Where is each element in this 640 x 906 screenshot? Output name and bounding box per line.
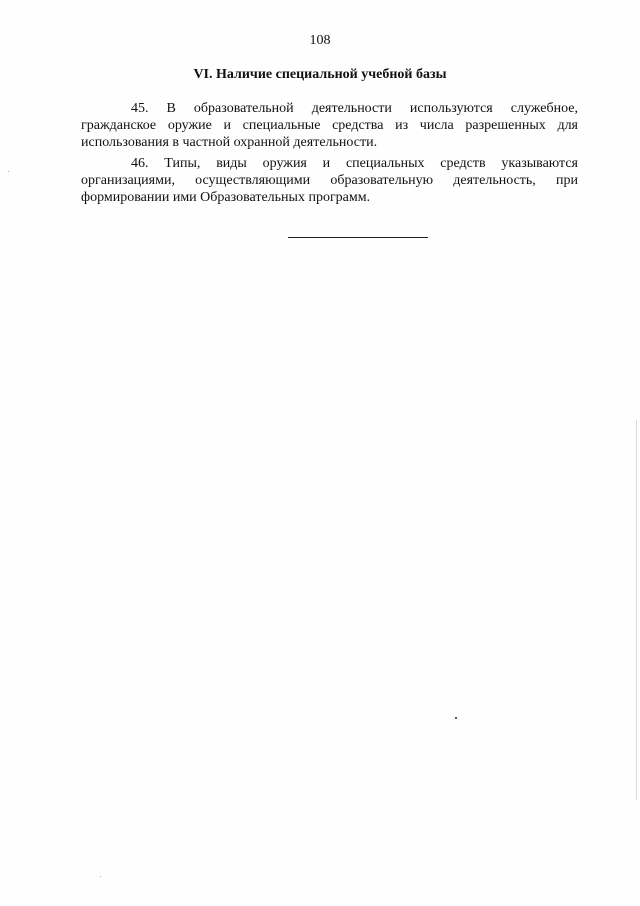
scan-speck xyxy=(8,171,9,172)
scan-speck xyxy=(455,717,457,719)
paragraph-45 xyxy=(81,100,578,151)
paragraph-text: 45. В образовательной деятельности используются служебное, гражданское оружие и специальные средства из числа разрешенных для использования в частной охранной деятельности. xyxy=(81,101,578,150)
section-title: VI. Наличие специальной учебной базы xyxy=(193,67,447,82)
scan-edge-line xyxy=(636,420,637,800)
scan-speck xyxy=(100,876,101,877)
page-number: 108 xyxy=(309,33,331,48)
paragraph-46 xyxy=(81,155,578,206)
end-rule xyxy=(288,237,428,238)
paragraph-text: 46. Типы, виды оружия и специальных средств указываются организациями, осуществляющими образовательную деятельность, при формировании ими Образовательных программ. xyxy=(81,156,578,205)
